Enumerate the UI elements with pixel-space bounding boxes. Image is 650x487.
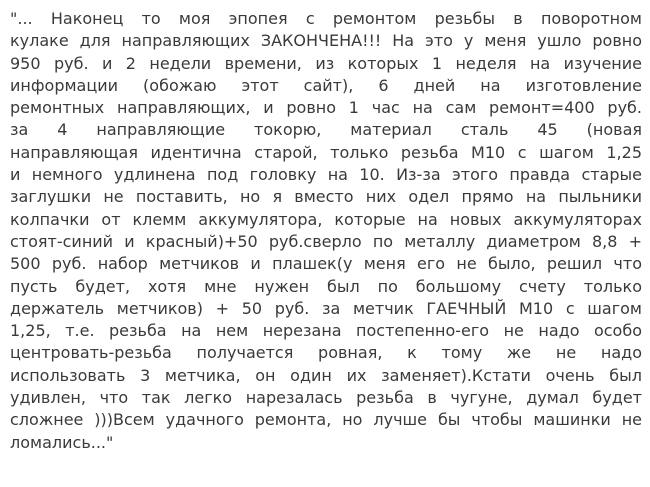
- quote-line-6: за 4 направляющие токорю, материал сталь 45 (новая: [10, 120, 642, 140]
- quote-line-8: и немного удлинена под головку на 10. Из-за этого правда старые: [10, 165, 642, 185]
- quote-line-14: держатель метчиков) + 50 руб. за метчик ГАЕЧНЫЙ М10 с шагом: [10, 298, 642, 318]
- quote-line-17: использовать 3 метчика, он один их заменяет).Кстати очень был: [10, 365, 642, 385]
- quote-line-2: кулаке для направляющих ЗАКОНЧЕНА!!! На это у меня ушло ровно: [10, 31, 642, 51]
- quote-line-16: центровать-резьба получается ровная, к тому же не надо: [10, 343, 642, 363]
- quote-line-1: "... Наконец то моя эпопея с ремонтом резьбы в поворотном: [10, 9, 642, 28]
- quote-text-block: [10, 8, 642, 454]
- quote-line-13: пусть будет, хотя мне нужен был по большому счету только: [10, 276, 642, 296]
- quote-line-11: стоят-синий и красный)+50 руб.сверло по металлу диаметром 8,8 +: [10, 231, 642, 251]
- quote-line-12: 500 руб. набор метчиков и плашек(у меня его не было, решил что: [10, 254, 642, 274]
- quote-line-20: ломались...": [10, 432, 114, 452]
- quote-line-3: 950 руб. и 2 недели времени, из которых 1 неделя на изучение: [10, 53, 642, 73]
- quote-line-7: направляющая идентична старой, только резьба М10 с шагом 1,25: [10, 142, 642, 162]
- quote-line-10: колпачки от клемм аккумулятора, которые на новых аккумуляторах: [10, 209, 642, 229]
- quote-line-4: информации (обожаю этот сайт), 6 дней на изготовление: [10, 75, 642, 95]
- quote-line-19: сложнее )))Всем удачного ремонта, но лучше бы чтобы машинки не: [10, 410, 642, 430]
- quote-line-5: ремонтных направляющих, и ровно 1 час на сам ремонт=400 руб.: [10, 98, 642, 118]
- quote-line-18: удивлен, что так легко нарезалась резьба в чугуне, думал будет: [10, 388, 642, 408]
- quote-line-15: 1,25, т.е. резьба на нем нерезана постепенно-его не надо особо: [10, 321, 642, 341]
- quote-line-9: заглушки не поставить, но я вместо них одел прямо на пыльники: [10, 187, 642, 207]
